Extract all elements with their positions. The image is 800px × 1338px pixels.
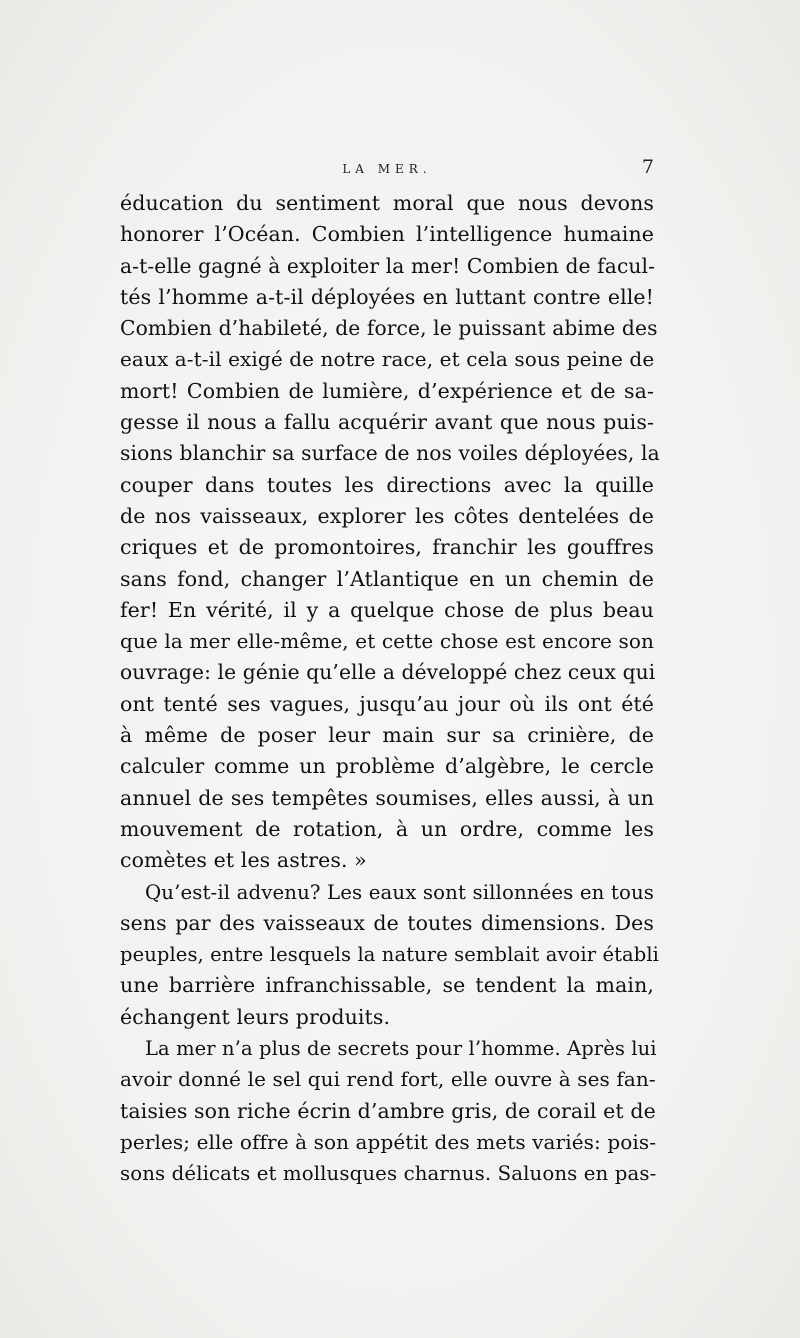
text-line: sans fond, changer l’Atlantique en un chemin de bbox=[120, 566, 654, 591]
text-line: sions blanchir sa surface de nos voiles déployées, la bbox=[120, 441, 660, 466]
text-line: ouvrage: le génie qu’elle a développé chez ceux qui bbox=[120, 660, 656, 685]
text-line: ont tenté ses vagues, jusqu’au jour où ils ont été bbox=[120, 691, 654, 716]
text-line: de nos vaisseaux, explorer les côtes dentelées de bbox=[120, 503, 654, 528]
text-line: honorer l’Océan. Combien l’intelligence humaine bbox=[120, 222, 654, 247]
text-line: fer! En vérité, il y a quelque chose de plus beau bbox=[120, 597, 654, 622]
text-line: couper dans toutes les directions avec la quille bbox=[120, 472, 654, 497]
text-line: que la mer elle-même, et cette chose est encore son bbox=[120, 629, 654, 654]
body-text bbox=[120, 188, 660, 1190]
text-line: La mer n’a plus de secrets pour l’homme. Après lui bbox=[145, 1037, 657, 1061]
text-line: une barrière infranchissable, se tendent la main, bbox=[120, 973, 654, 998]
text-line: criques et de promontoires, franchir les gouffres bbox=[120, 535, 654, 560]
text-line: a-t-elle gagné à exploiter la mer! Combien de facul- bbox=[120, 253, 656, 278]
text-line: mort! Combien de lumière, d’expérience et de sa- bbox=[120, 378, 654, 403]
text-line: perles; elle offre à son appétit des mets variés: pois- bbox=[120, 1129, 657, 1154]
page-number: 7 bbox=[641, 156, 654, 178]
text-line: tés l’homme a-t-il déployées en luttant contre elle! bbox=[120, 284, 654, 309]
text-line: eaux a-t-il exigé de notre race, et cela sous peine de bbox=[120, 347, 655, 372]
text-line: gesse il nous a fallu acquérir avant que nous puis- bbox=[120, 410, 654, 435]
text-line: sons délicats et mollusques charnus. Saluons en pas- bbox=[120, 1162, 657, 1186]
page-header bbox=[120, 154, 654, 184]
text-line: éducation du sentiment moral que nous devons bbox=[120, 191, 654, 215]
text-line: peuples, entre lesquels la nature semblait avoir établi bbox=[120, 943, 659, 967]
text-line: taisies son riche écrin d’ambre gris, de corail et de bbox=[120, 1098, 656, 1123]
text-line: comètes et les astres. » bbox=[120, 848, 367, 873]
text-line: avoir donné le sel qui rend fort, elle ouvre à ses fan- bbox=[120, 1067, 656, 1092]
running-title: LA MER. bbox=[342, 162, 432, 176]
text-line: calculer comme un problème d’algèbre, le cercle bbox=[120, 754, 654, 779]
text-line: Qu’est-il advenu? Les eaux sont sillonnées en tous bbox=[145, 880, 654, 904]
text-line: à même de poser leur main sur sa crinière, de bbox=[120, 723, 654, 748]
text-line: mouvement de rotation, à un ordre, comme les bbox=[120, 816, 654, 841]
text-line: Combien d’habileté, de force, le puissant abime des bbox=[120, 316, 658, 341]
text-line: échangent leurs produits. bbox=[120, 1004, 391, 1029]
text-line: annuel de ses tempêtes soumises, elles aussi, à un bbox=[120, 785, 654, 810]
text-line: sens par des vaisseaux de toutes dimensions. Des bbox=[120, 910, 654, 935]
